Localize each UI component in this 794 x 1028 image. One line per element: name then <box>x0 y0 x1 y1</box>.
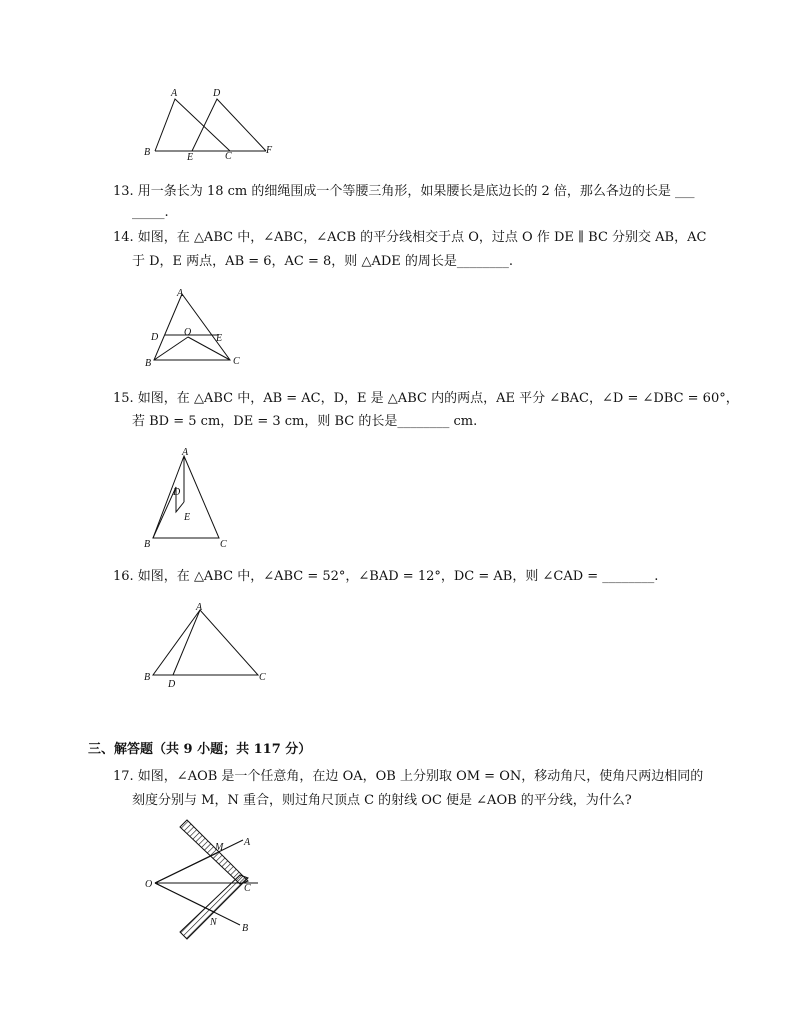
label-d: D <box>168 679 176 690</box>
question-14-line-1: 14. 如图，在 △ABC 中，∠ABC，∠ACB 的平分线相交于点 O，过点 O 作 DE ∥ BC 分别交 AB，AC <box>113 230 707 245</box>
label-e: E <box>187 152 194 163</box>
label-o: O <box>145 879 153 890</box>
label-b: B <box>144 147 151 158</box>
bisector-co <box>188 337 230 360</box>
question-15-line-1: 15. 如图，在 △ABC 中，AB = AC，D，E 是 △ABC 内的两点，AE 平分 ∠BAC，∠D = ∠DBC = 60°， <box>113 391 739 406</box>
label-e: E <box>216 333 223 344</box>
label-b: B <box>145 358 152 369</box>
label-d: D <box>173 487 181 498</box>
triangle-abc <box>153 456 219 538</box>
label-d: D <box>213 88 221 99</box>
label-b: B <box>242 923 249 934</box>
question-15-line-2: 若 BD = 5 cm，DE = 3 cm，则 BC 的长是________ cm. <box>132 414 478 429</box>
label-a: A <box>177 288 184 299</box>
question-13-line-2: _____. <box>132 205 169 220</box>
label-a: A <box>196 602 203 613</box>
label-b: B <box>144 672 151 683</box>
question-16-line-1: 16. 如图，在 △ABC 中，∠ABC = 52°，∠BAD = 12°，DC = AB，则 ∠CAD = ________. <box>113 569 659 584</box>
triangle-abc <box>154 294 230 360</box>
label-c: C <box>244 883 251 894</box>
ruler-upper-arm <box>180 820 248 884</box>
label-c: C <box>220 539 227 550</box>
label-f: F <box>266 145 273 156</box>
label-m: M <box>215 842 224 853</box>
triangle-abc <box>155 99 230 151</box>
label-c: C <box>225 151 232 162</box>
question-13-line-1: 13. 用一条长为 18 cm 的细绳围成一个等腰三角形，如果腰长是底边长的 2 倍，那么各边的长是 ___ <box>113 184 695 199</box>
label-a: A <box>182 447 189 458</box>
segment-om <box>155 853 217 883</box>
question-17-line-2: 刻度分别与 M，N 重合，则过角尺顶点 C 的射线 OC 便是 ∠AOB 的平分线，为什么? <box>132 793 632 808</box>
label-b: B <box>144 539 151 550</box>
figure-17 <box>140 818 275 940</box>
figure-15 <box>140 447 240 552</box>
label-c: C <box>233 356 240 367</box>
figure-16 <box>140 600 275 690</box>
question-17-line-1: 17. 如图，∠AOB 是一个任意角，在边 OA，OB 上分别取 OM = ON，移动角尺，使角尺两边相同的 <box>113 769 704 784</box>
figure-two-triangles <box>140 85 290 165</box>
section-3-heading: 三、解答题（共 9 小题；共 117 分） <box>88 742 312 757</box>
label-n: N <box>210 917 217 928</box>
label-o: O <box>184 327 192 338</box>
segment-on <box>155 883 214 912</box>
ruler-lower-arm <box>180 875 248 939</box>
label-a: A <box>244 837 251 848</box>
label-e: E <box>184 512 191 523</box>
label-a: A <box>171 88 178 99</box>
label-d: D <box>151 332 159 343</box>
figure-14 <box>140 285 250 370</box>
label-c: C <box>259 672 266 683</box>
question-14-line-2: 于 D，E 两点，AB = 6，AC = 8，则 △ADE 的周长是________. <box>132 254 514 269</box>
triangle-abc <box>153 610 258 675</box>
